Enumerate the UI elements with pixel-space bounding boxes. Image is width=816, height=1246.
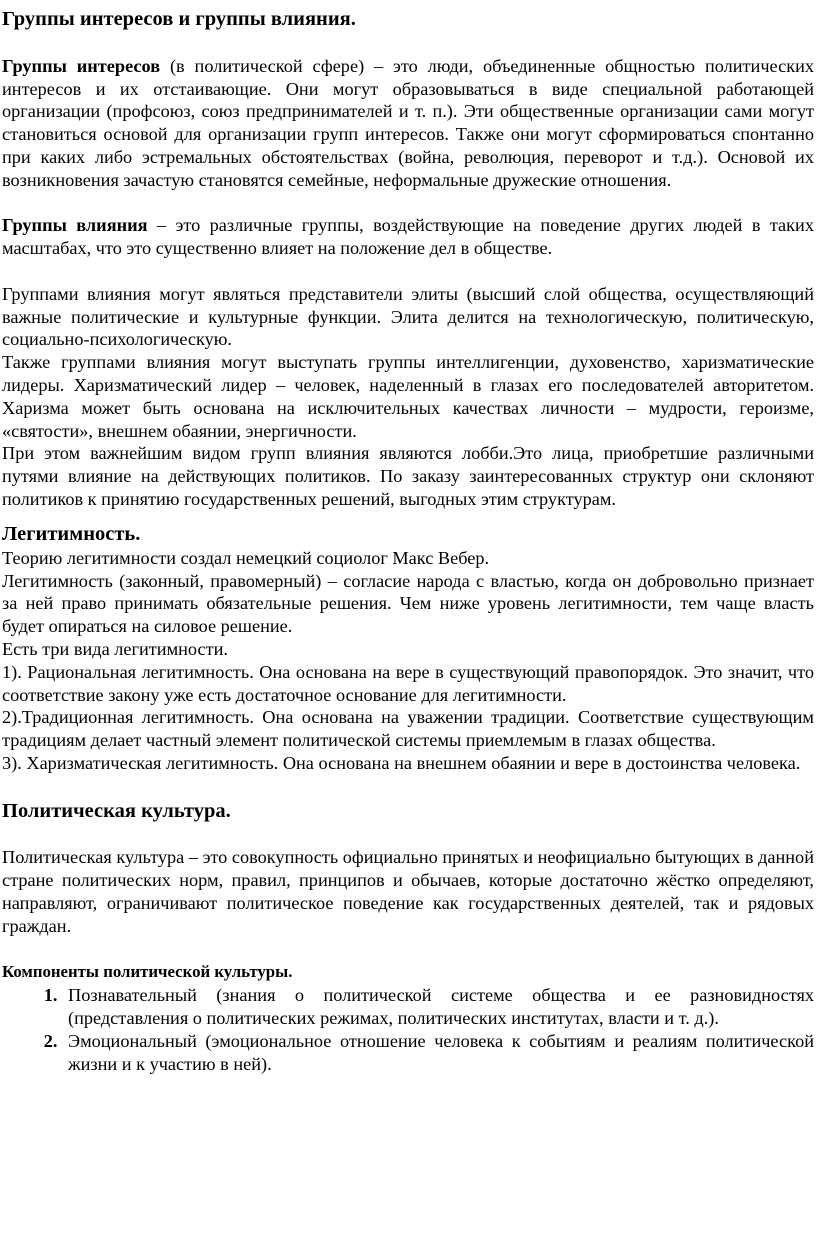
paragraph-interest-groups xyxy=(2,55,814,192)
section-title-interest-groups: Группы интересов и группы влияния. xyxy=(2,8,356,30)
list-item: 2. Эмоциональный (эмоциональное отношение человека к событиям и реалиям политической жизни и к участию в ней). xyxy=(62,1030,814,1076)
paragraph-influence-groups xyxy=(2,214,814,260)
paragraph-lobby: При этом важнейшим видом групп влияния являются лобби.Это лица, приобретшие различными путями влияние на действующих политиков. По заказу заинтересованных структур они склоняют политиков к принятию государственных решений, выгодных этим структурам. xyxy=(2,443,814,509)
paragraph-elite: Группами влияния могут являться представители элиты (высший слой общества, осуществляющий важные политические и культурные функции. Элита делится на технологическую, политическую, социально-психологическую. xyxy=(2,283,814,350)
definition-influence-groups: – это различные группы, воздействующие на поведение других людей в таких масштабах, что это существенно влияет на положение дел в обществе. xyxy=(2,215,814,259)
definition-interest-groups: (в политической сфере) – это люди, объединенные общностью политических интересов и их отстаивающие. Они могут образовываться в виде специальной работающей организации (профсоюз, союз предпринимателей и т. п.). Эти общественные организации сами могут становиться основой для организации групп интересов. Также они могут сформироваться спонтанно при каких либо эстремальных обстоятельствах (война, революция, переворот и т.д.). Основой их возникновения зачастую становятся семейные, неформальные дружеские отношения. xyxy=(2,55,814,190)
components-title: Компоненты политической культуры. xyxy=(2,962,293,982)
legitimacy-line-2: Легитимность (законный, правомерный) – согласие народа с властью, когда он добровольно признает за ней право принимать обязательные решения. Чем ниже уровень легитимности, тем чаще власть будет опираться на силовое решение. xyxy=(2,570,814,637)
paragraph-charisma: Также группами влияния могут выступать группы интеллигенции, духовенство, харизматические лидеры. Харизматический лидер – человек, наделенный в глазах его последователей авторитетом. Харизма может быть основана на исключительных качествах личности – мудрости, героизме, «святости», внешнем обаянии, энергичности. xyxy=(2,352,814,441)
legitimacy-line-3: Есть три вида легитимности. xyxy=(2,638,228,659)
term-interest-groups: Группы интересов xyxy=(2,55,161,76)
section-title-political-culture: Политическая культура. xyxy=(2,799,231,822)
list-item: 1. Познавательный (знания о политической системе общества и ее разновидностях (представления о политических режимах, политических институтах, власти и т. д.). xyxy=(62,984,814,1030)
legitimacy-line-5: 2).Традиционная легитимность. Она основана на уважении традиции. Соответствие существующим традициям делает частный элемент политической системы приемлемым в глазах общества. xyxy=(2,707,814,751)
legitimacy-line-4: 1). Рациональная легитимность. Она основана на вере в существующий правопорядок. Это значит, что соответствие закону уже есть достаточное основание для легитимности. xyxy=(2,661,814,705)
paragraph-political-culture: Политическая культура – это совокупность официально принятых и неофициально бытующих в данной стране политических норм, правил, принципов и обычаев, которые достаточно жёстко определяют, направляют, ограничивают политическое поведение как государственных деятелей, так и рядовых граждан. xyxy=(2,847,814,936)
term-influence-groups: Группы влияния xyxy=(2,215,148,236)
legitimacy-line-6: 3). Харизматическая легитимность. Она основана на внешнем обаянии и вере в достоинства человека. xyxy=(2,752,801,773)
section-title-legitimacy: Легитимность. xyxy=(2,522,141,545)
legitimacy-line-1: Теорию легитимности создал немецкий социолог Макс Вебер. xyxy=(2,547,490,568)
components-list xyxy=(2,984,814,1075)
